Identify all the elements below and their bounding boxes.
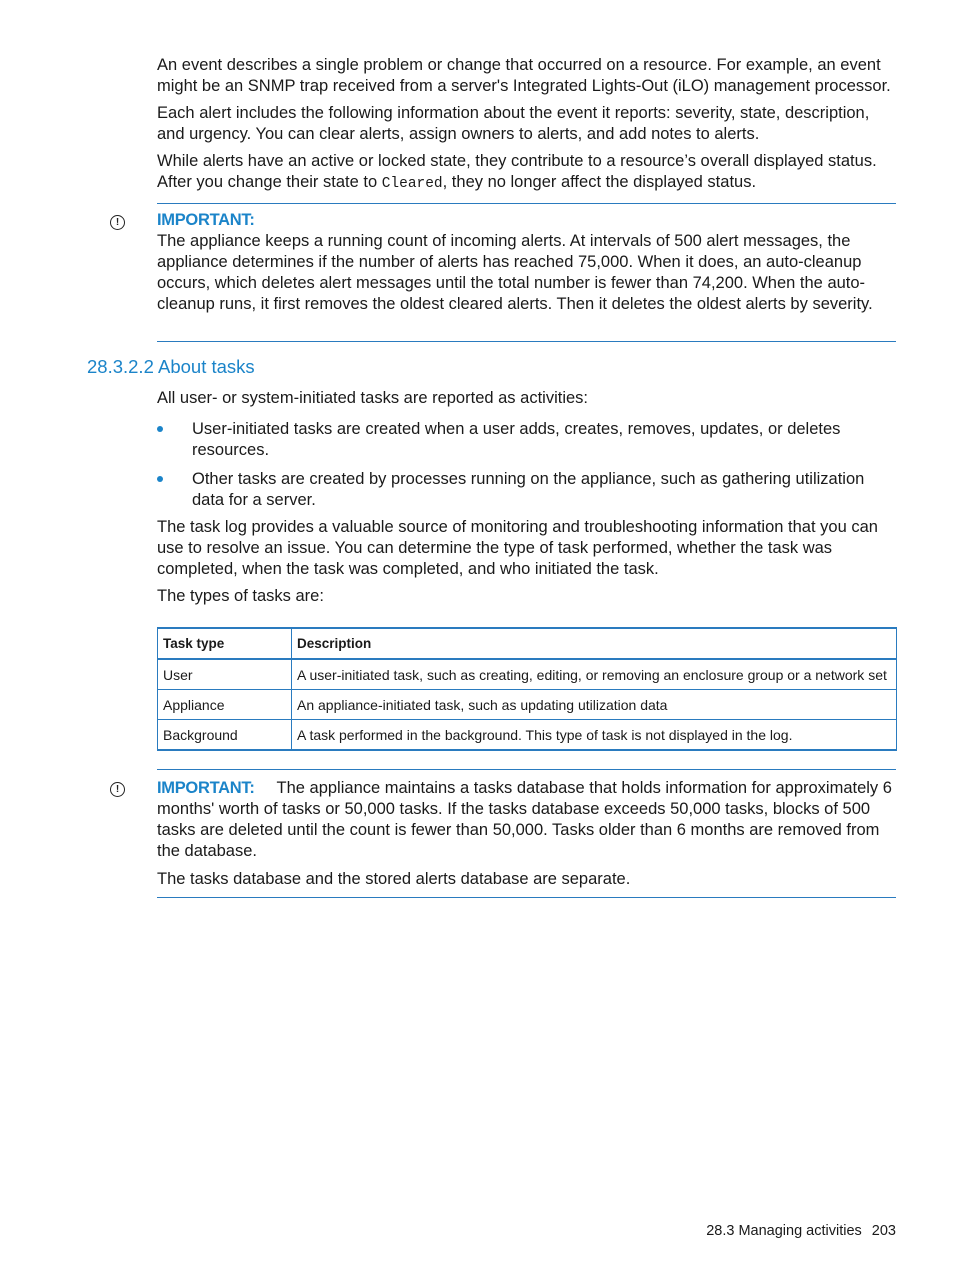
task-type-cell: Background	[158, 720, 292, 751]
important-note-text: The tasks database and the stored alerts database are separate.	[157, 870, 631, 888]
column-header-task-type: Task type	[158, 628, 292, 659]
task-type-cell: User	[158, 659, 292, 690]
task-type-cell: Appliance	[158, 690, 292, 720]
important-text: The appliance keeps a running count of incoming alerts. At intervals of 500 alert messages, the appliance determines if the number of alerts has reached 75,000. When it does, an auto-cleanup occurs, which deletes alert messages until the total number is fewer than 74,200. When the auto-cleanup runs, it first removes the oldest cleared alerts. Then it deletes the oldest alerts by severity.	[157, 232, 873, 313]
list-item-text: User-initiated tasks are created when a user adds, creates, removes, updates, or deletes resources.	[192, 420, 841, 459]
page-number: 203	[871, 1223, 896, 1239]
table-row	[158, 720, 897, 751]
divider	[157, 203, 896, 204]
section-heading: 28.3.2.2 About tasks	[87, 356, 255, 377]
important-note-tasks	[157, 778, 897, 890]
list-item	[157, 419, 897, 461]
table-row	[158, 659, 897, 690]
important-icon: !	[110, 215, 125, 230]
intro-paragraph-3	[157, 151, 897, 195]
task-log-paragraph: The task log provides a valuable source of monitoring and troubleshooting information that you can use to resolve an issue. You can determine the type of task performed, whether the task was completed, when the task was completed, and who initiated the task.	[157, 518, 878, 578]
important-icon: !	[110, 782, 125, 797]
intro-paragraph-3-text: While alerts have an active or locked state, they contribute to a resource’s overall displayed status. After you change their state to	[157, 152, 877, 191]
section-intro-text: All user- or system-initiated tasks are reported as activities:	[157, 389, 588, 407]
bullet-icon	[157, 476, 163, 482]
important-label: IMPORTANT:	[157, 211, 255, 229]
list-item	[157, 469, 897, 511]
table-header-row	[158, 628, 897, 659]
list-item-text: Other tasks are created by processes running on the appliance, such as gathering utilization data for a server.	[192, 470, 865, 509]
section-intro	[157, 388, 897, 409]
important-text: The appliance maintains a tasks database that holds information for approximately 6 months' worth of tasks or 50,000 tasks. If the tasks database exceeds 50,000 tasks, blocks of 500 tasks are deleted until the count is fewer than 50,000. Tasks older than 6 months are removed from the database.	[157, 779, 892, 860]
task-types-table	[157, 627, 897, 751]
page-footer	[706, 1223, 896, 1239]
important-label: IMPORTANT:	[157, 779, 255, 797]
table-row	[158, 690, 897, 720]
column-header-description: Description	[292, 628, 897, 659]
task-types-intro: The types of tasks are:	[157, 587, 324, 605]
divider	[157, 897, 896, 898]
intro-paragraph-3-tail: , they no longer affect the displayed status.	[442, 173, 757, 191]
intro-paragraph-1: An event describes a single problem or change that occurred on a resource. For example, an event might be an SNMP trap received from a server's Integrated Lights-Out (iLO) management processor.	[157, 56, 891, 95]
important-note-alerts	[157, 210, 897, 315]
intro-paragraph-2: Each alert includes the following information about the event it reports: severity, state, description, and urgency. You can clear alerts, assign owners to alerts, and add notes to alerts.	[157, 104, 870, 143]
bullet-icon	[157, 426, 163, 432]
description-cell: A user-initiated task, such as creating, editing, or removing an enclosure group or a network set	[292, 659, 897, 690]
description-cell: A task performed in the background. This type of task is not displayed in the log.	[292, 720, 897, 751]
cleared-code: Cleared	[381, 176, 443, 192]
divider	[157, 769, 896, 770]
footer-section: 28.3 Managing activities	[706, 1223, 862, 1239]
description-cell: An appliance-initiated task, such as updating utilization data	[292, 690, 897, 720]
divider	[157, 341, 896, 342]
intro-block	[157, 55, 897, 195]
task-log-block	[157, 517, 897, 607]
